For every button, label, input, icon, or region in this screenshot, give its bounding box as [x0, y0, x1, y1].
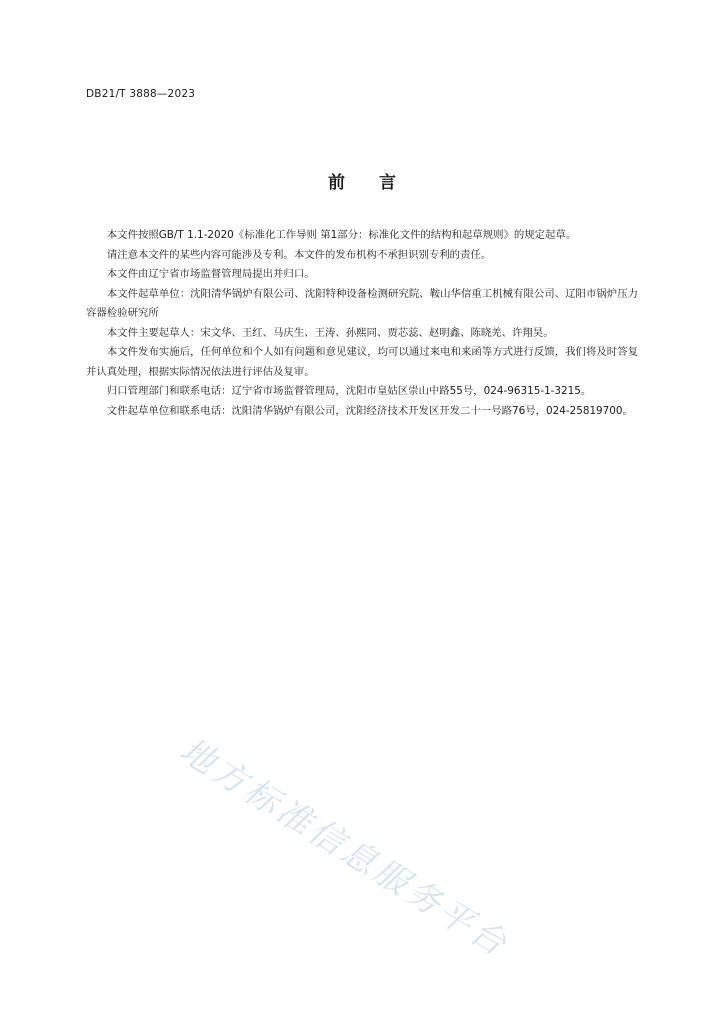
paragraph-patent-notice: 请注意本文件的某些内容可能涉及专利。本文件的发布机构不承担识别专利的责任。 [106, 248, 492, 261]
document-body [86, 226, 638, 421]
paragraph-drafting-basis: 本文件按照GB/T 1.1-2020《标准化工作导则 第1部分：标准化文件的结构和起草规则》的规定起草。 [106, 229, 577, 241]
paragraph-proposer: 本文件由辽宁省市场监督管理局提出并归口。 [106, 268, 315, 280]
paragraph-feedback: 本文件发布实施后，任何单位和个人如有问题和意见建议，均可以通过来电和来函等方式进行反馈，我们将及时答复并认真处理，根据实际情况依法进行评估及复审。 [86, 346, 638, 378]
paragraph-drafting-units: 本文件起草单位：沈阳清华锅炉有限公司、沈阳特种设备检测研究院、鞍山华信重工机械有限公司、辽阳市锅炉压力容器检验研究所 [86, 287, 638, 319]
paragraph-drafters: 本文件主要起草人：宋文华、王红、马庆生、王涛、孙熙同、贾芯蕊、赵明鑫、陈晓羌、许翔昊。 [106, 326, 554, 339]
paragraph-admin-contact: 归口管理部门和联系电话：辽宁省市场监督管理局，沈阳市皇姑区崇山中路55号，024-96315-1-3215。 [106, 385, 592, 397]
page-title: 前言 [328, 173, 430, 193]
watermark: 地方标准信息服务平台 [172, 730, 517, 966]
document-code: DB21/T 3888—2023 [86, 88, 196, 100]
paragraph-drafter-contact: 文件起草单位和联系电话：沈阳清华锅炉有限公司，沈阳经济技术开发区开发二十一号路76号，024-25819700。 [106, 404, 633, 417]
